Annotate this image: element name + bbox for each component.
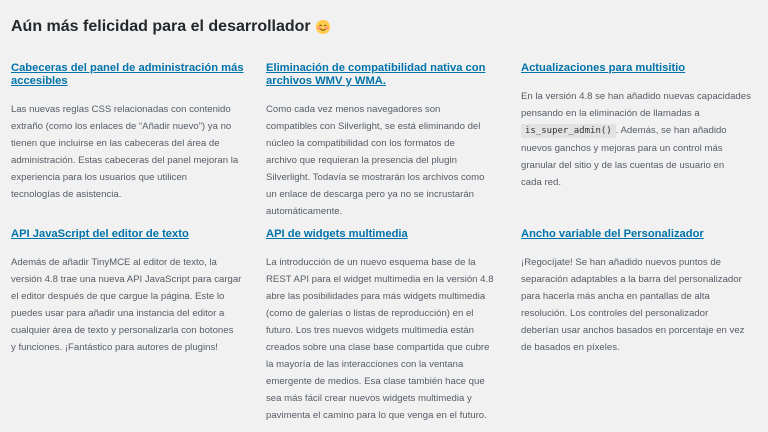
text-line: abre las posibilidades para más widgets multimedia [266,291,486,302]
feature-editor-js-api [11,228,243,356]
feature-media-widgets-api [266,228,498,424]
text-line: núcleo la compatibilidad con los formatos de [266,138,455,149]
text-line: de basados en píxeles. [521,342,620,353]
text-line: separación adaptables a la barra del personalizador [521,274,742,285]
text-line: sea más fácil crear nuevos widgets multimedia y [266,393,472,404]
feature-description [11,101,243,203]
text-line: Como cada vez menos navegadores son [266,104,441,115]
text-line: el editor después de que cargue la página. Este lo [11,291,225,302]
text-line: experiencia para los usuarios que utilicen [11,172,187,183]
section-title-text: Aún más felicidad para el desarrollador [11,18,311,35]
text-line: En la versión 4.8 se han añadido nuevas capacidades [521,91,751,102]
feature-title-line: Eliminación de compatibilidad nativa con [266,62,486,74]
text-line: y funciones. ¡Fantástico para autores de plugins! [11,342,218,353]
text-line: para hacerla más ancha en pantallas de alta [521,291,710,302]
feature-title-link[interactable] [521,228,753,241]
feature-title-line: archivos WMV y WMA. [266,75,386,87]
text-line-with-code [521,122,753,140]
feature-title-line: API de widgets multimedia [266,228,408,240]
feature-title-line: API JavaScript del editor de texto [11,228,189,240]
feature-description [521,254,753,356]
text-line: Silverlight. Todavía se mostrarán los archivos como [266,172,485,183]
text-line: administración. Estas cabeceras del panel mejoran la [11,155,239,166]
text-line: Las nuevas reglas CSS relacionadas con contenido [11,104,231,115]
text-line: puedes usar para añadir una instancia del editor a [11,308,225,319]
feature-multisite-updates [521,62,753,191]
feature-title-line: Ancho variable del Personalizador [521,228,704,240]
text-line: Además de añadir TinyMCE al editor de texto, la [11,257,217,268]
feature-title-line: Cabeceras del panel de administración más [11,62,244,74]
text-line: extraño (como los enlaces de “Añadir nuevo”) ya no [11,121,232,132]
feature-description [266,254,498,424]
text-line: archivo que requieran la presencia del plugin [266,155,457,166]
text-line: granular del sitio y de las cuentas de usuario en [521,160,725,171]
text-line: ¡Regocíjate! Se han añadido nuevos puntos de [521,257,722,268]
feature-wmv-wma-removal [266,62,498,220]
code-snippet: is_super_admin() [521,124,616,138]
text-line: nuevos ganchos y mejoras para un control más [521,143,723,154]
feature-title-link[interactable] [266,62,498,88]
text-line: la mayoría de las interacciones con la ventana [266,359,464,370]
feature-title-link[interactable] [11,228,243,241]
text-line: (como de galerías o listas de reproducción) en el [266,308,474,319]
feature-description [266,101,498,220]
text-line: pensando en la eliminación de llamadas a [521,108,700,119]
text-line: versión 4.8 trae una nueva API JavaScript para cargar [11,274,242,285]
text-line: tienen que incluirse en las cabeceras del área de [11,138,220,149]
text-line: pavimenta el camino para lo que venga en el futuro. [266,410,487,421]
section-title [11,18,330,36]
feature-title-line: Actualizaciones para multisitio [521,62,686,74]
text-line: tecnologías de asistencia. [11,189,122,200]
feature-customizer-width [521,228,753,356]
text-line: creados sobre una clase base compartida que cubre [266,342,490,353]
text-line: automáticamente. [266,206,343,217]
text-line: un enlace de descarga pero ya no se incrustarán [266,189,474,200]
text-line: cualquier área de texto y personalizarla con botones [11,325,234,336]
text-line: deberían usar anchos basados en porcentaje en vez [521,325,745,336]
text-fragment: . Además, se han añadido [615,125,727,136]
text-line: resolución. Los controles del personalizador [521,308,709,319]
text-line: La introducción de un nuevo esquema base de la [266,257,476,268]
text-line: futuro. Los tres nuevos widgets multimedia están [266,325,474,336]
feature-title-link[interactable] [11,62,243,88]
feature-description [11,254,243,356]
text-line: REST API para el widget multimedia en la versión 4.8 [266,274,494,285]
text-line: compatibles con Silverlight, se está eliminando del [266,121,481,132]
feature-description [521,88,753,191]
smiling-face-with-blush-icon [316,20,330,34]
feature-title-link[interactable] [266,228,498,241]
feature-title-line: accesibles [11,75,68,87]
feature-admin-headings [11,62,243,203]
text-line: emergente de medios. Esa clase también hace que [266,376,485,387]
feature-title-link[interactable] [521,62,753,75]
text-line: cada red. [521,177,562,188]
